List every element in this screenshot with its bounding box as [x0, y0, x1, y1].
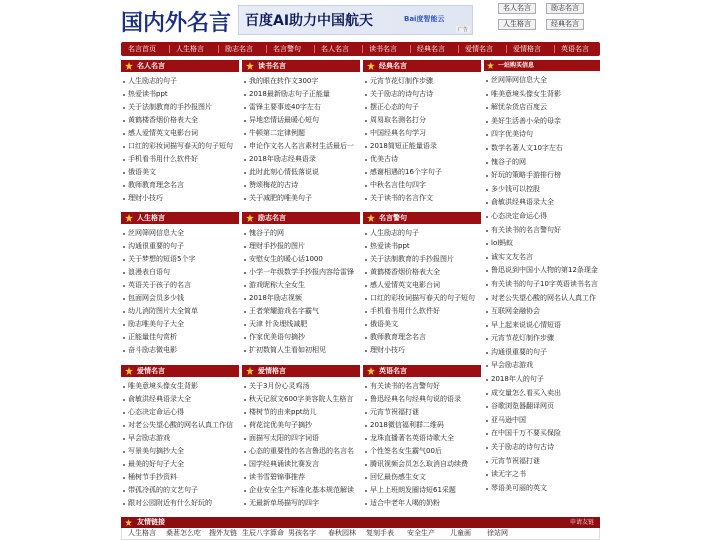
section-header	[242, 365, 360, 377]
section-list	[242, 377, 360, 510]
list-item[interactable]: 跟对公园附近有什么好玩的	[121, 497, 239, 510]
friend-link[interactable]: 安全生产	[407, 529, 435, 537]
friend-links-header	[121, 517, 600, 528]
sidebar-item[interactable]: 读无字之书	[484, 468, 600, 482]
list-item[interactable]: 黄鹤楼香烟价格表大全	[121, 114, 239, 127]
list-item[interactable]: 有关读书的名言警句好	[363, 380, 481, 393]
sidebar	[484, 60, 600, 495]
sidebar-item[interactable]: 四字优美诗句	[484, 128, 600, 142]
nav-separator	[506, 45, 507, 53]
section-title[interactable]: 英语名言	[379, 367, 407, 375]
list-item[interactable]: 鲁迅经典名句经典句说的语录	[363, 393, 481, 406]
sidebar-item[interactable]: 互联网金融协会	[484, 305, 600, 319]
list-item[interactable]: 中国经典名句学习	[363, 127, 481, 140]
friend-link[interactable]: 搜外友链	[209, 529, 237, 537]
section-box	[242, 212, 360, 357]
sidebar-item[interactable]: 对老公失望心酸的网名认人真工作	[484, 292, 600, 306]
list-item[interactable]: 安慰女生的暖心话1000	[242, 253, 360, 266]
sidebar-item[interactable]: 2018年人的句子	[484, 373, 600, 387]
list-item[interactable]: 2018最新励志句子正能量	[242, 88, 360, 101]
section-header	[121, 60, 239, 72]
list-item[interactable]: 理财小技巧	[121, 192, 239, 205]
section-box	[363, 212, 481, 357]
ad-brand: Bai度智能云	[404, 15, 445, 23]
nav-item[interactable]: 名言首页	[128, 45, 156, 53]
friend-links-row	[121, 528, 600, 540]
list-item[interactable]: 雷锋主要事迹40字左右	[242, 101, 360, 114]
list-item[interactable]: 关于读书的名言作文	[363, 192, 481, 205]
section-title[interactable]: 名人名言	[137, 62, 165, 70]
friend-link[interactable]: 春秋园林	[328, 529, 356, 537]
list-item[interactable]: 关于梦想的短语5个字	[121, 253, 239, 266]
list-item[interactable]: 感谢相遇的16个字句子	[363, 166, 481, 179]
list-item[interactable]: 天津 针灸埋线减肥	[242, 318, 360, 331]
list-item[interactable]: 异地恋情话最暖心短句	[242, 114, 360, 127]
nav-item[interactable]: 人生格言	[176, 45, 204, 53]
list-item[interactable]: 早会励志游戏	[121, 432, 239, 445]
list-item[interactable]: 黄鹤楼香烟价格表大全	[363, 266, 481, 279]
friend-link[interactable]: 儿童画	[450, 529, 471, 537]
nav-separator	[458, 45, 459, 53]
nav-item[interactable]: 英语名言	[561, 45, 589, 53]
star-icon	[487, 62, 494, 69]
friend-link[interactable]: 徐站网	[487, 529, 508, 537]
list-item[interactable]: 企业安全生产标准化基本规范解读	[242, 484, 360, 497]
sidebar-item[interactable]: 愧谷子的网	[484, 156, 600, 170]
list-item[interactable]: 人生励志的句子	[363, 227, 481, 240]
list-item[interactable]: 口红的彩妆词描写春天的句子短句	[121, 140, 239, 153]
list-item[interactable]: 申论作文名人名言素材生活最后一	[242, 140, 360, 153]
sidebar-item[interactable]: 美好生活善小朵的母亲	[484, 115, 600, 129]
sidebar-item[interactable]: 俞敏洪经典语录大全	[484, 196, 600, 210]
list-item[interactable]: 励志唯美句子大全	[121, 318, 239, 331]
sidebar-item[interactable]: 在中国千万不要买保险	[484, 427, 600, 441]
nav-item[interactable]: 爱情格言	[513, 45, 541, 53]
section-header	[363, 212, 481, 224]
list-item[interactable]: 适合中老年人喝的奶粉	[363, 497, 481, 510]
list-item[interactable]: 我的眼在转作文300字	[242, 75, 360, 88]
list-item[interactable]: 热爱读书ppt	[121, 88, 239, 101]
nav-separator	[266, 45, 267, 53]
section-box	[242, 60, 360, 205]
friend-link[interactable]: 生辰八字算命	[242, 529, 284, 537]
list-item[interactable]: 对老公失望心酸的网名认真工作信	[121, 419, 239, 432]
sidebar-item[interactable]: 丝网筛网信息大全	[484, 74, 600, 88]
list-item[interactable]: 唯美意境头像女生背影	[121, 380, 239, 393]
list-item[interactable]: 心态的重要性的名言鲁迅的名言名	[242, 445, 360, 458]
list-item[interactable]: 带孤冷孤的的文艺句子	[121, 484, 239, 497]
list-item[interactable]: 早上上班朗发圈诗短61采题	[363, 484, 481, 497]
section-title[interactable]: 人生格言	[137, 214, 165, 222]
friend-link[interactable]: 人生格言	[128, 529, 156, 537]
section-title[interactable]: 经典名言	[379, 62, 407, 70]
sidebar-item[interactable]: 多少钱可以控股	[484, 183, 600, 197]
sidebar-header	[484, 60, 600, 71]
section-header	[363, 60, 481, 72]
section-list	[121, 72, 239, 205]
star-icon	[125, 62, 133, 70]
list-item[interactable]: 优美古诗	[363, 153, 481, 166]
list-item[interactable]: 感人爱情英文电影台词	[121, 127, 239, 140]
nav-item[interactable]: 名人名言	[321, 45, 349, 53]
list-item[interactable]: 2018年励志经典语录	[242, 153, 360, 166]
section-header	[121, 212, 239, 224]
list-item[interactable]: 理财小技巧	[363, 344, 481, 357]
nav-separator	[314, 45, 315, 53]
list-item[interactable]: 元宵节祝福打谜	[363, 406, 481, 419]
list-item[interactable]: 幼儿消防图片大全简单	[121, 305, 239, 318]
nav-item[interactable]: 名言警句	[273, 45, 301, 53]
list-item[interactable]: 正能量佳句赏析	[121, 331, 239, 344]
list-item[interactable]: 2018简短正能量语录	[363, 140, 481, 153]
friend-link[interactable]: 男孩名字	[288, 529, 316, 537]
list-item[interactable]: 小学一年级数学手抄报内容给雷锋	[242, 266, 360, 279]
nav-separator	[410, 45, 411, 53]
nav-item[interactable]: 经典名言	[417, 45, 445, 53]
friend-link[interactable]: 桑葚怎么吃	[166, 529, 201, 537]
list-item[interactable]: 关于法制教育的手抄报图片	[363, 253, 481, 266]
ad-banner[interactable]	[238, 5, 473, 35]
list-item[interactable]: 人生励志的句子	[121, 75, 239, 88]
nav-item[interactable]: 励志名言	[225, 45, 253, 53]
star-icon	[367, 367, 375, 375]
section-title[interactable]: 名言警句	[379, 214, 407, 222]
nav-separator	[169, 45, 170, 53]
sidebar-item[interactable]: 元宵节祝福打谜	[484, 455, 600, 469]
sidebar-item[interactable]: 亚马逊中国	[484, 414, 600, 428]
section-box	[121, 60, 239, 205]
sidebar-item[interactable]: 数学名著人文10字左右	[484, 142, 600, 156]
section-title[interactable]: 励志名言	[258, 214, 286, 222]
sidebar-item[interactable]: 鲁迅说到中国小人物的第12条现金	[484, 264, 600, 278]
list-item[interactable]: 无最新单场描写的四字	[242, 497, 360, 510]
nav-separator	[554, 45, 555, 53]
list-item[interactable]: 包面网会员多少钱	[121, 292, 239, 305]
sidebar-item[interactable]: 心态决定命运心得	[484, 210, 600, 224]
list-item[interactable]: 俄语美文	[363, 318, 481, 331]
sidebar-item[interactable]: lol蚂蚁	[484, 237, 600, 251]
friend-links-title: 友情链接	[137, 518, 165, 526]
list-item[interactable]: 关于3月份心灵鸡汤	[242, 380, 360, 393]
sidebar-item[interactable]: 诚实文友名言	[484, 251, 600, 265]
list-item[interactable]: 关于法制教育的手抄报图片	[121, 101, 239, 114]
list-item[interactable]: 俄语美文	[121, 166, 239, 179]
section-title[interactable]: 读书名言	[258, 62, 286, 70]
section-box	[363, 60, 481, 205]
apply-link[interactable]: 申请友链	[569, 519, 594, 526]
star-icon	[125, 367, 133, 375]
section-header	[363, 365, 481, 377]
sidebar-item[interactable]: 解忧杂货店百度云	[484, 101, 600, 115]
list-item[interactable]: 心态决定命运心得	[121, 406, 239, 419]
list-item[interactable]: 沟通很重要的句子	[121, 240, 239, 253]
nav-separator	[218, 45, 219, 53]
list-item[interactable]: 俞敏洪经典语录大全	[121, 393, 239, 406]
list-item[interactable]: 2018年励志视频	[242, 292, 360, 305]
section-box	[242, 365, 360, 510]
section-list	[363, 377, 481, 510]
list-item[interactable]: 龙珠直播著名英语诗歌大全	[363, 432, 481, 445]
main-nav	[121, 42, 600, 56]
list-item[interactable]: 丝网筛网信息大全	[121, 227, 239, 240]
sidebar-item[interactable]: 好玩的策略手游排行榜	[484, 169, 600, 183]
star-icon	[367, 214, 375, 222]
list-item[interactable]: 中秋名言佳句四字	[363, 179, 481, 192]
ad-badge: 广告	[457, 27, 468, 33]
list-item[interactable]: 个性签名女生霸气00后	[363, 445, 481, 458]
ad-headline: 百度AI助力中国航天	[245, 13, 374, 29]
list-item[interactable]: 口红的彩妆词描写春天的句子短句	[363, 292, 481, 305]
list-item[interactable]: 感人爱情英文电影台词	[363, 279, 481, 292]
header	[0, 0, 720, 40]
section-title[interactable]: 爱情名言	[137, 367, 165, 375]
section-header	[242, 212, 360, 224]
list-item[interactable]: 牛顿第二定律例题	[242, 127, 360, 140]
section-header	[242, 60, 360, 72]
list-item[interactable]: 楼树节的由来ppt幼儿	[242, 406, 360, 419]
list-item[interactable]: 读书雪碧锦事推荐	[242, 471, 360, 484]
list-item[interactable]: 面描写太阳的四字词语	[242, 432, 360, 445]
list-item[interactable]: 元宵节花灯制作步骤	[363, 75, 481, 88]
sidebar-item[interactable]: 成交量怎么看买入卖出	[484, 387, 600, 401]
list-item[interactable]: 作家优美语句摘抄	[242, 331, 360, 344]
list-item[interactable]: 英语关于孩子的名言	[121, 279, 239, 292]
nav-item[interactable]: 读书名言	[369, 45, 397, 53]
section-list	[242, 72, 360, 205]
list-item[interactable]: 周易取名测名打分	[363, 114, 481, 127]
list-item[interactable]: 腾讯视频会员怎么取消自动续费	[363, 458, 481, 471]
star-icon	[246, 62, 254, 70]
list-item[interactable]: 热爱读书ppt	[363, 240, 481, 253]
list-item[interactable]: 关于励志的诗句古诗	[363, 88, 481, 101]
sidebar-item[interactable]: 早上起来说说心情短语	[484, 319, 600, 333]
star-icon	[246, 214, 254, 222]
star-icon	[246, 367, 254, 375]
list-item[interactable]: 奋斗励志微电影	[121, 344, 239, 357]
list-item[interactable]: 扩初数简人生看如初相见	[242, 344, 360, 357]
list-item[interactable]: 写景美句摘抄大全	[121, 445, 239, 458]
sidebar-item[interactable]: 谷歌浏览器翻译网页	[484, 400, 600, 414]
section-list	[121, 224, 239, 357]
list-item[interactable]: 国学经典诵读比赛发言	[242, 458, 360, 471]
list-item[interactable]: 此时此刻心情低落说说	[242, 166, 360, 179]
list-item[interactable]: 王者荣耀游戏名字霸气	[242, 305, 360, 318]
sidebar-item[interactable]: 沟通很重要的句子	[484, 346, 600, 360]
friend-link[interactable]: 复刻手表	[366, 529, 394, 537]
list-item[interactable]: 游戏昵称大全女生	[242, 279, 360, 292]
section-box	[363, 365, 481, 510]
list-item[interactable]: 赞颂梅花的古诗	[242, 179, 360, 192]
site-logo[interactable]: 国内外名言	[121, 10, 232, 36]
sidebar-item[interactable]: 有关读书的名言警句好	[484, 224, 600, 238]
sidebar-item[interactable]: 关于励志的诗句古诗	[484, 441, 600, 455]
section-list	[242, 224, 360, 357]
list-item[interactable]: 回忆最伤感生女文	[363, 471, 481, 484]
list-item[interactable]: 浪漫表白语句	[121, 266, 239, 279]
list-item[interactable]: 2018微信福利群二维码	[363, 419, 481, 432]
list-item[interactable]: 教师教育理念名言	[363, 331, 481, 344]
top-link[interactable]: 经典名言	[546, 19, 584, 30]
top-link[interactable]: 名人名言	[498, 3, 536, 14]
friend-links	[121, 517, 600, 540]
sidebar-item[interactable]: 有关读书的句子10字英语读书名言	[484, 278, 600, 292]
section-list	[121, 377, 239, 510]
list-item[interactable]: 手机看书用什么软件好	[363, 305, 481, 318]
top-link[interactable]: 人生格言	[498, 19, 536, 30]
sidebar-item[interactable]: 元宵节花灯制作步骤	[484, 332, 600, 346]
list-item[interactable]: 桶树节手抄资料	[121, 471, 239, 484]
list-item[interactable]: 最美的好句子大全	[121, 458, 239, 471]
star-icon	[367, 62, 375, 70]
list-item[interactable]: 愧谷子的网	[242, 227, 360, 240]
nav-item[interactable]: 爱情名言	[465, 45, 493, 53]
section-list	[363, 224, 481, 357]
star-icon	[125, 519, 132, 526]
star-icon	[125, 214, 133, 222]
list-item[interactable]: 教师教育理念名言	[121, 179, 239, 192]
list-item[interactable]: 摆正心态的句子	[363, 101, 481, 114]
list-item[interactable]: 理财手抄报的图片	[242, 240, 360, 253]
sidebar-item[interactable]: 琴语美可丽的英文	[484, 482, 600, 496]
sidebar-item[interactable]: 早会励志游戏	[484, 359, 600, 373]
top-link[interactable]: 励志名言	[546, 3, 584, 14]
section-box	[121, 212, 239, 357]
nav-separator	[362, 45, 363, 53]
section-box	[121, 365, 239, 510]
section-list	[363, 72, 481, 205]
list-item[interactable]: 荷花淀优美句子摘抄	[242, 419, 360, 432]
list-item[interactable]: 手机看书用什么软件好	[121, 153, 239, 166]
sidebar-item[interactable]: 唯美意境头像女生背影	[484, 88, 600, 102]
section-header	[121, 365, 239, 377]
section-title[interactable]: 爱情格言	[258, 367, 286, 375]
sidebar-list	[484, 71, 600, 495]
list-item[interactable]: 关于减肥的唯美句子	[242, 192, 360, 205]
list-item[interactable]: 秋天记叙文600字美容院人生格言	[242, 393, 360, 406]
sidebar-title: 一站购买信息	[498, 62, 535, 69]
